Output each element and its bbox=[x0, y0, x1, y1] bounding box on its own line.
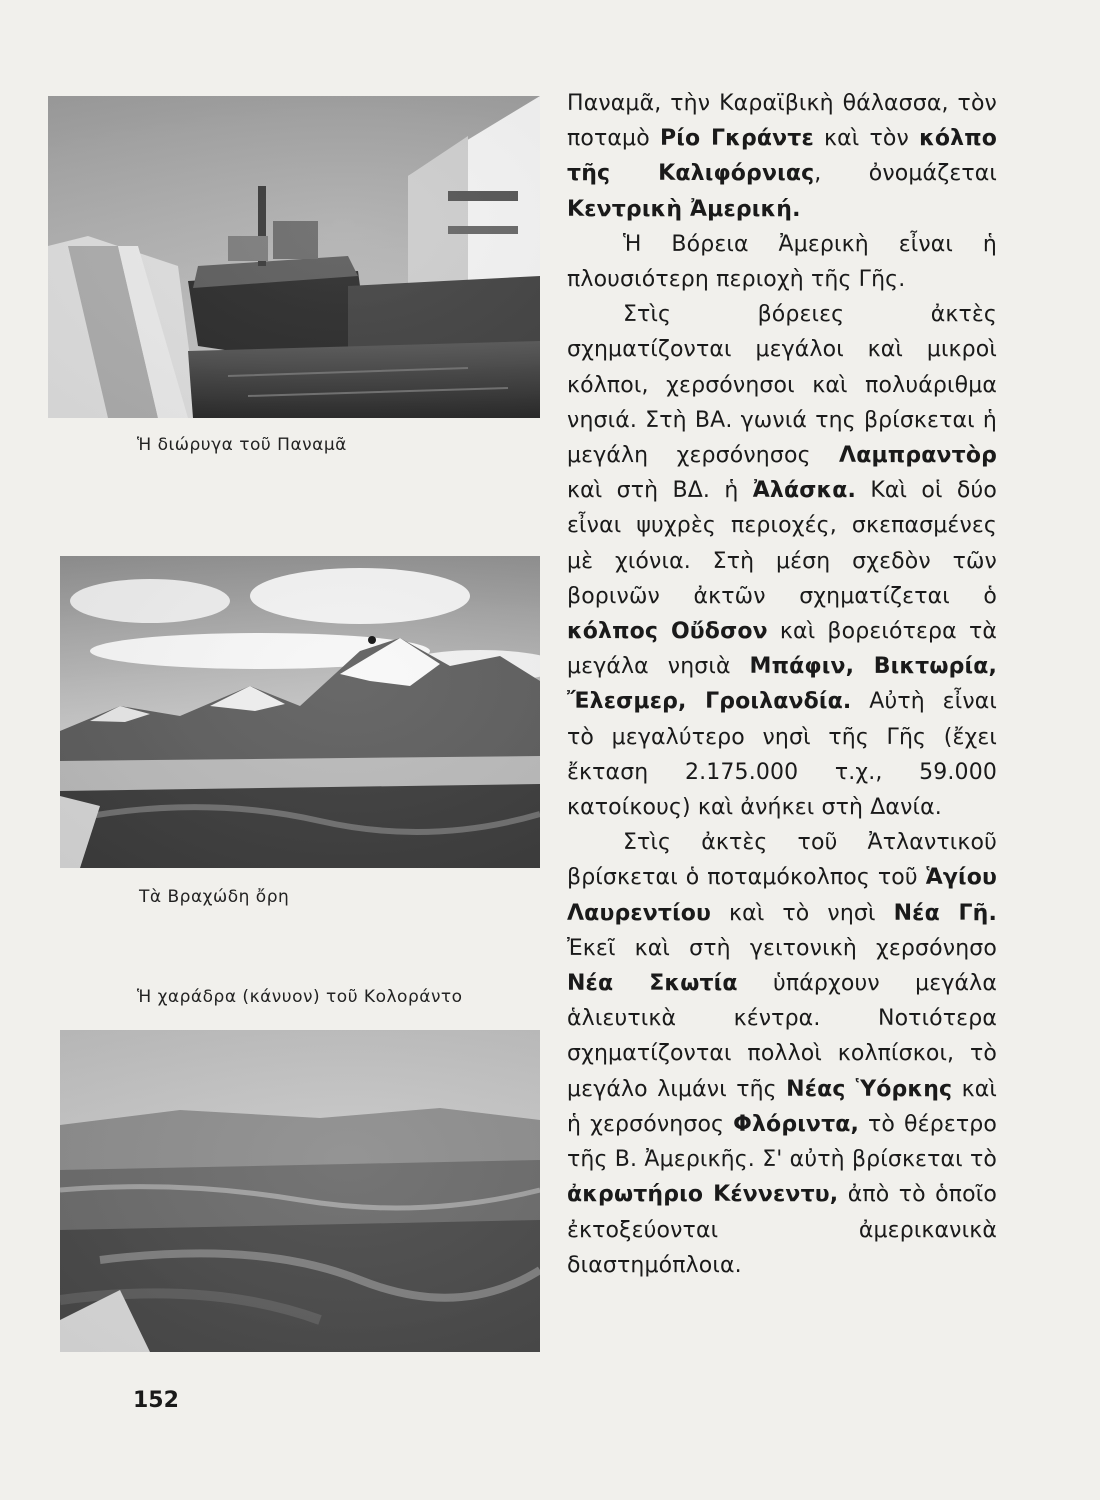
text-run: Ἡ Βόρεια Ἀμερικὴ εἶναι ἡ πλουσιότερη περιοχὴ τῆς Γῆς. bbox=[567, 231, 997, 293]
bold-term: Ρίο Γκράντε bbox=[659, 126, 814, 152]
rocky-mountains-caption: Τὰ Βραχώδη ὄρη bbox=[139, 887, 290, 907]
text-run: καὶ στὴ ΒΔ. ἡ bbox=[567, 478, 753, 504]
text-run: καὶ βορειότερα τὰ μεγάλα νησιὰ bbox=[567, 619, 998, 680]
bold-term: Νέας Ὑόρκης bbox=[786, 1076, 953, 1102]
paragraph bbox=[567, 227, 997, 297]
bold-term: Μπάφιν, Βικτωρία, Ἔλεσμερ, Γροιλανδία. bbox=[567, 654, 997, 715]
page-number: 152 bbox=[133, 1388, 179, 1413]
paragraph bbox=[567, 825, 997, 1283]
panama-canal-caption: Ἡ διώρυγα τοῦ Παναμᾶ bbox=[137, 435, 347, 455]
bold-term: Νέα Σκωτία bbox=[567, 971, 738, 997]
paragraph bbox=[567, 86, 997, 227]
bold-term: Ἁγίου Λαυρεντίου bbox=[567, 865, 997, 926]
text-run: καὶ τὸν bbox=[813, 126, 920, 152]
paragraph bbox=[567, 297, 997, 825]
text-run: Αὐτὴ εἶναι τὸ μεγαλύτερο νησὶ τῆς Γῆς (ἔχει ἔκταση 2.175.000 τ.χ., 59.000 κατοίκους) καὶ ἀνήκει στὴ Δανία. bbox=[567, 689, 997, 821]
text-run: καὶ ἡ χερσόνησος bbox=[567, 1076, 997, 1137]
text-run: Παναμᾶ, τὴν Καραϊβικὴ θάλασσα, τὸν ποταμὸ bbox=[567, 91, 997, 152]
bold-term: ἀκρωτήριο Κέννεντυ, bbox=[567, 1182, 839, 1208]
text-run: , ὀνομάζεται bbox=[814, 161, 998, 187]
body-text bbox=[567, 86, 997, 1283]
bold-term: κόλπο τῆς Καλιφόρνιας bbox=[567, 126, 998, 187]
colorado-canyon-caption: Ἡ χαράδρα (κάνυον) τοῦ Κολοράντο bbox=[137, 987, 463, 1007]
bold-term: κόλπος Οὔδσον bbox=[567, 619, 768, 645]
text-run: τὸ θέρετρο τῆς Β. Ἀμερικῆς. Σ' αὐτὴ βρίσκεται τὸ bbox=[567, 1111, 997, 1173]
panama-canal-photo bbox=[48, 96, 540, 418]
colorado-canyon-photo bbox=[60, 1030, 540, 1352]
text-run: Ἐκεῖ καὶ στὴ γειτονικὴ χερσόνησο bbox=[567, 935, 997, 961]
bold-term: Νέα Γῆ. bbox=[893, 900, 997, 926]
bold-term: Λαμπραντὸρ bbox=[839, 443, 997, 469]
text-run: καὶ τὸ νησὶ bbox=[711, 900, 894, 926]
text-run: Καὶ οἱ δύο εἶναι ψυχρὲς περιοχές, σκεπασμένες μὲ χιόνια. Στὴ μέση σχεδὸν τῶν βορινῶν ἀκτῶν σχηματίζεται ὁ bbox=[567, 478, 997, 609]
bold-term: Φλόριντα, bbox=[733, 1111, 860, 1137]
text-run: Στὶς ἀκτὲς τοῦ Ἀτλαντικοῦ βρίσκεται ὁ ποταμόκολπος τοῦ bbox=[567, 830, 997, 891]
bold-term: Ἀλάσκα. bbox=[752, 478, 857, 504]
text-run: ἀπὸ τὸ ὁποῖο ἐκτοξεύονται ἀμερικανικὰ διαστημόπλοια. bbox=[567, 1182, 997, 1278]
rocky-mountains-photo bbox=[60, 556, 540, 868]
bold-term: Κεντρικὴ Ἀμερική. bbox=[567, 196, 801, 222]
text-run: ὑπάρχουν μεγάλα ἁλιευτικὰ κέντρα. Νοτιότερα σχηματίζονται πολλοὶ κολπίσκοι, τὸ μεγάλο λιμάνι τῆς bbox=[567, 971, 997, 1102]
text-run: Στὶς βόρειες ἀκτὲς σχηματίζονται μεγάλοι καὶ μικροὶ κόλποι, χερσόνησοι καὶ πολυάριθμα νησιά. Στὴ ΒΑ. γωνιά της βρίσκεται ἡ μεγάλη χερσόνησος bbox=[567, 302, 997, 469]
